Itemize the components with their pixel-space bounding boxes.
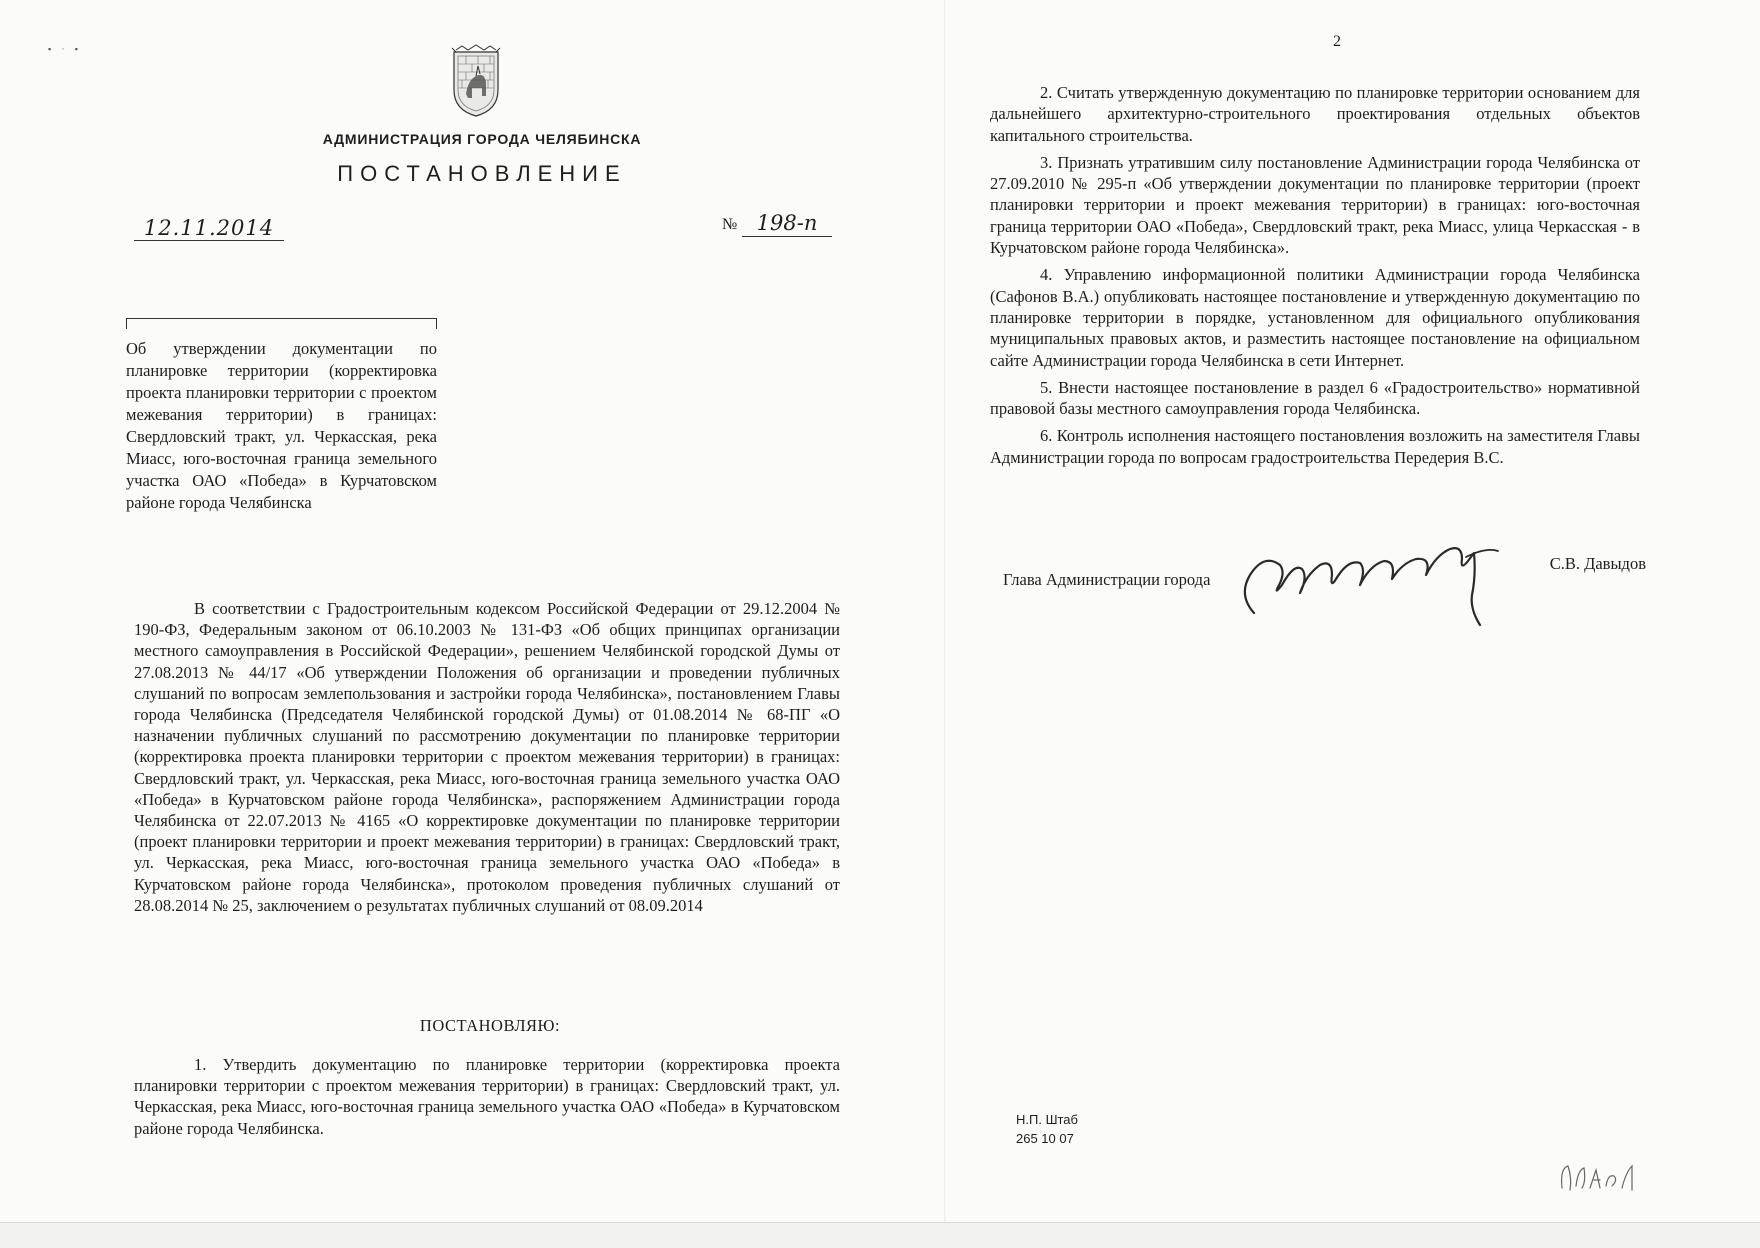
handwritten-signature-icon bbox=[1236, 535, 1516, 630]
decree-heading: ПОСТАНОВЛЯЮ: bbox=[419, 1016, 561, 1035]
decree-item-3: 3. Признать утратившим силу постановление Администрации города Челябинска от 27.09.2010 № 295-п «Об утверждении документации по планировке территории (проект планировки территории и проект межевания территории) в границах: юго-восточная граница территории ОАО «Победа», Свердловский тракт, река Миасс, улица Черкасская - в Курчатовском районе города Челябинска». bbox=[990, 152, 1640, 258]
decree-item-4: 4. Управлению информационной политики Администрации города Челябинска (Сафонов В.А.) опубликовать настоящее постановление и утвержденную документацию по планировке территории в порядке, установленном для официального опубликования муниципальных правовых актов, и разместить настоящее постановление на официальном сайте Администрации города Челябинска в сети Интернет. bbox=[990, 265, 1640, 370]
decree-item-2: 2. Считать утвержденную документацию по планировке территории основанием для дальнейшего архитектурно-строительного проектирования отдельных объектов капитального строительства. bbox=[990, 83, 1640, 145]
decree-item-1: 1. Утвердить документацию по планировке территории (корректировка проекта планировки территории с проектом межевания территории) в границах: Свердловский тракт, ул. Черкасская, река Миасс, юго-восточная граница земельного участка ОАО «Победа» в Курчатовском районе города Челябинска. bbox=[134, 1055, 840, 1138]
preamble-paragraph: В соответствии с Градостроительным кодексом Российской Федерации от 29.12.2004 № 190-ФЗ, Федеральным законом от 06.10.2003 № 131-ФЗ «Об общих принципах организации местного самоуправления в Российской Федерации», решением Челябинской городской Думы от 27.08.2013 № 44/17 «Об утверждении Положения об организации и проведении публичных слушаний по вопросам землепользования и застройки города Челябинска», постановлением Главы города Челябинска (Председателя Челябинской городской Думы) от 01.08.2014 № 68-ПГ «О назначении публичных слушаний по рассмотрению документации по планировке территории (корректировка проекта планировки территории с проектом межевания территории) в границах: Свердловский тракт, ул. Черкасская, река Миасс, юго-восточная граница земельного участка ОАО «Победа» в Курчатовском районе города Челябинска», распоряжением Администрации города Челябинска от 22.07.2013 № 4165 «О корректировке документации по планировке территории (проект планировки территории и проект межевания территории) в границах: Свердловский тракт, ул. Черкасская, река Миасс, юго-восточная граница земельного участка ОАО «Победа» в Курчатовском районе города Челябинска», протоколом проведения публичных слушаний от 28.08.2014 № 25, заключением о результатах публичных слушаний от 08.09.2014 bbox=[134, 599, 840, 915]
right-page bbox=[946, 0, 1760, 1222]
executor-info bbox=[1016, 1110, 1078, 1148]
subject-bracket bbox=[126, 318, 437, 331]
administration-name: АДМИНИСТРАЦИЯ ГОРОДА ЧЕЛЯБИНСКА bbox=[322, 131, 642, 147]
decree-item-6: 6. Контроль исполнения настоящего постановления возложить на заместителя Главы Администрации города по вопросам градостроительства Передерия В.С. bbox=[990, 426, 1640, 467]
document-type-title: ПОСТАНОВЛЕНИЕ bbox=[337, 161, 627, 186]
coat-of-arms-icon bbox=[448, 44, 504, 118]
signatory-name: С.В. Давыдов bbox=[1549, 554, 1646, 573]
executor-name: Н.П. Штаб bbox=[1016, 1112, 1078, 1127]
document-number: 198-п bbox=[742, 210, 832, 237]
document-subject: Об утверждении документации по планировке территории (корректировка проекта планировки территории с проектом межевания территории) в границах: Свердловский тракт, ул. Черкасская, река Миасс, юго-восточная граница земельного участка ОАО «Победа» в Курчатовском районе города Челябинска bbox=[126, 339, 437, 512]
document-date: 12.11.2014 bbox=[134, 216, 284, 241]
document-number-label: № bbox=[722, 216, 738, 233]
decree-items-list bbox=[990, 82, 1640, 474]
signatory-title: Глава Администрации города bbox=[1003, 570, 1211, 589]
scan-specks: ▪ · ▪ bbox=[48, 44, 82, 54]
page-number: 2 bbox=[1333, 33, 1341, 50]
executor-phone: 265 10 07 bbox=[1016, 1131, 1074, 1146]
decree-item-5: 5. Внести настоящее постановление в раздел 6 «Градостроительство» нормативной правовой базы местного самоуправления города Челябинска. bbox=[990, 377, 1640, 419]
handwritten-note-icon bbox=[1556, 1158, 1646, 1198]
